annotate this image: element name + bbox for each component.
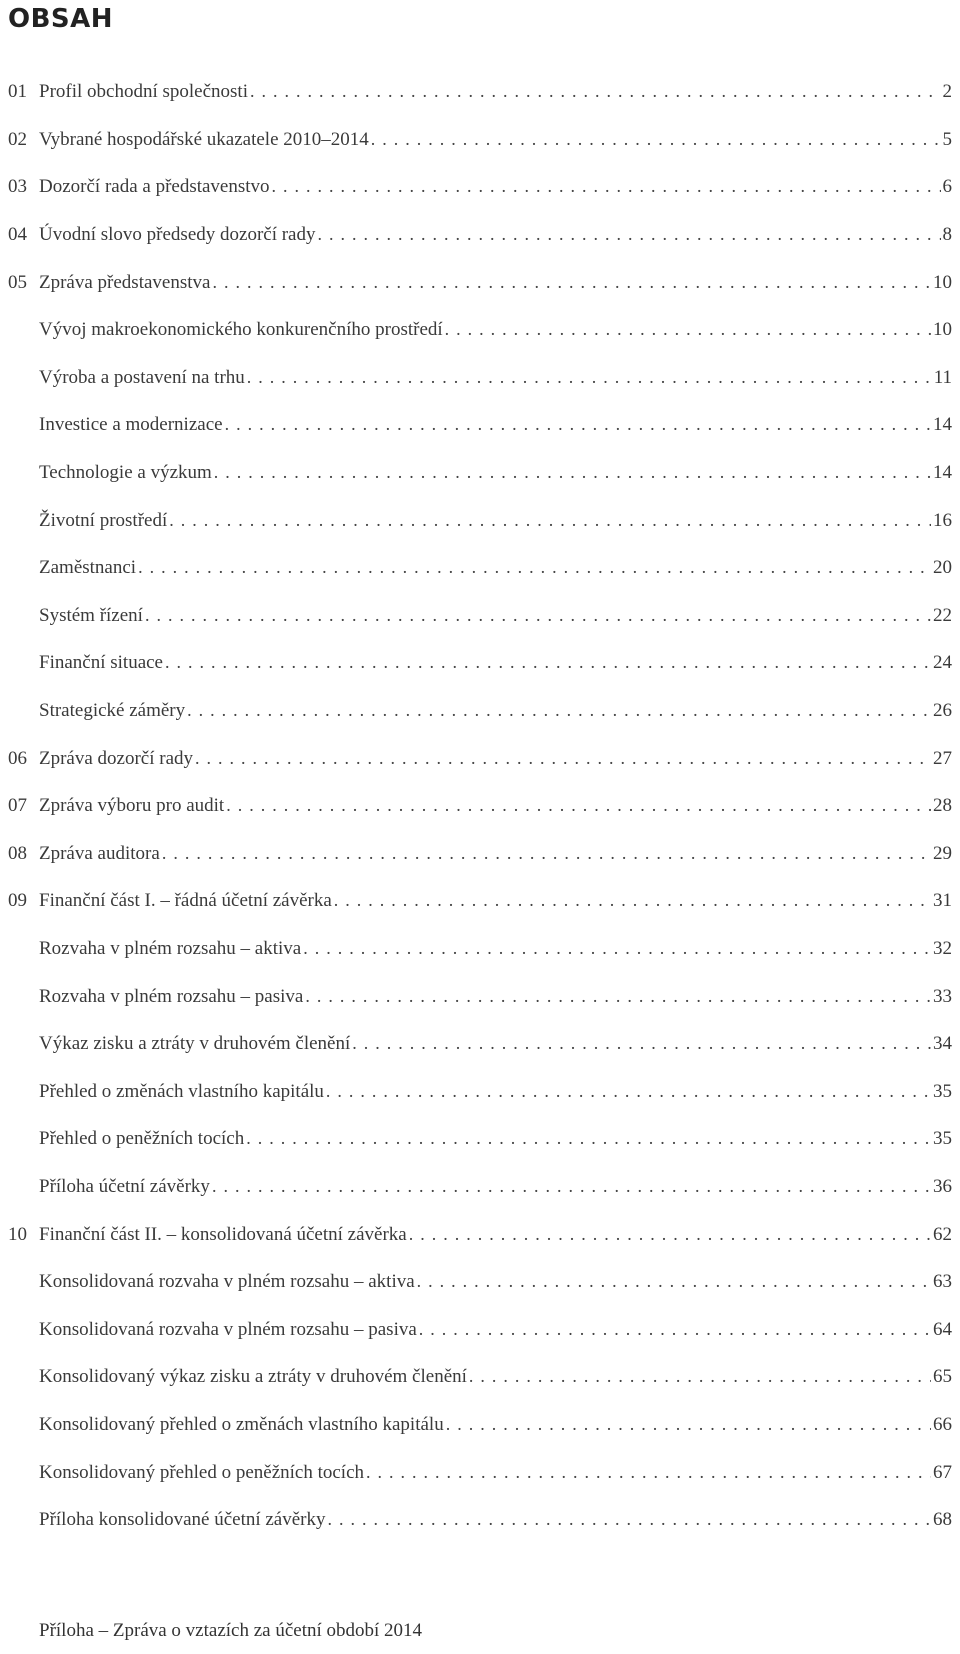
toc-entry-line	[39, 1415, 952, 1434]
toc-page-number: 5	[942, 128, 952, 150]
toc-entry[interactable]	[0, 1258, 960, 1306]
toc-dot-leader	[250, 82, 941, 100]
toc-page-number: 35	[933, 1080, 952, 1102]
toc-chapter-number: 06	[8, 747, 27, 769]
toc-dot-leader	[212, 273, 931, 291]
toc-page-number: 32	[933, 937, 952, 959]
toc-entry[interactable]	[0, 1020, 960, 1068]
toc-entry-title: Profil obchodní společnosti	[39, 81, 248, 103]
toc-entry-title: Finanční část II. – konsolidovaná účetní závěrka	[39, 1223, 407, 1245]
toc-entry-line	[39, 130, 952, 149]
toc-page-number: 68	[933, 1509, 952, 1531]
toc-entry[interactable]	[0, 1353, 960, 1401]
toc-entry[interactable]	[0, 306, 960, 354]
toc-dot-leader	[165, 653, 931, 671]
toc-page-number: 14	[933, 414, 952, 436]
toc-entry-line	[39, 701, 952, 720]
toc-entry[interactable]	[0, 544, 960, 592]
toc-entry-title: Zpráva dozorčí rady	[39, 747, 194, 769]
toc-entry[interactable]	[0, 1401, 960, 1449]
toc-entry-title: Finanční situace	[39, 652, 163, 674]
toc-page-number: 34	[933, 1033, 952, 1055]
toc-chapter-number: 08	[8, 842, 27, 864]
toc-entry-title: Zpráva výboru pro audit	[39, 795, 225, 817]
toc-dot-leader	[195, 749, 931, 767]
toc-entry-line	[39, 1367, 952, 1386]
toc-entry-line	[39, 320, 952, 339]
toc-entry-line	[39, 1082, 952, 1101]
toc-page-number: 10	[933, 319, 952, 341]
toc-page-number: 29	[933, 842, 952, 864]
toc-dot-leader	[247, 368, 932, 386]
toc-chapter-number: 01	[8, 81, 27, 103]
toc-page-number: 20	[933, 557, 952, 579]
page-title: OBSAH	[8, 4, 114, 34]
toc-entry-title: Přehled o změnách vlastního kapitálu	[39, 1080, 324, 1102]
toc-entry-line	[39, 1320, 952, 1339]
toc-entry-title: Výkaz zisku a ztráty v druhovém členění	[39, 1033, 351, 1055]
toc-entry-title: Konsolidovaný přehled o peněžních tocích	[39, 1461, 365, 1483]
toc-page-number: 10	[933, 271, 952, 293]
toc-page-number: 6	[942, 176, 952, 198]
table-of-contents	[0, 68, 960, 1543]
toc-entry-line	[39, 368, 952, 387]
toc-page-number: 35	[933, 1128, 952, 1150]
toc-page-number: 67	[933, 1461, 952, 1483]
toc-entry-line	[39, 1034, 952, 1053]
toc-entry[interactable]	[0, 258, 960, 306]
toc-entry-title: Výroba a postavení na trhu	[39, 366, 245, 388]
toc-entry[interactable]	[0, 734, 960, 782]
toc-entry[interactable]	[0, 782, 960, 830]
toc-entry[interactable]	[0, 1496, 960, 1544]
toc-entry[interactable]	[0, 354, 960, 402]
toc-entry[interactable]	[0, 877, 960, 925]
toc-entry-line	[39, 1225, 952, 1244]
toc-entry[interactable]	[0, 592, 960, 640]
toc-entry[interactable]	[0, 163, 960, 211]
toc-entry-line	[39, 796, 952, 815]
toc-entry-title: Konsolidovaný výkaz zisku a ztráty v druhovém členění	[39, 1366, 467, 1388]
toc-entry-line	[39, 225, 952, 244]
toc-chapter-number: 02	[8, 128, 27, 150]
toc-entry-title: Vybrané hospodářské ukazatele 2010–2014	[39, 128, 369, 150]
toc-entry-line	[39, 511, 952, 530]
toc-dot-leader	[326, 1082, 931, 1100]
toc-entry-title: Rozvaha v plném rozsahu – pasiva	[39, 985, 304, 1007]
toc-entry-title: Úvodní slovo předsedy dozorčí rady	[39, 224, 316, 246]
toc-dot-leader	[334, 891, 931, 909]
toc-dot-leader	[366, 1463, 931, 1481]
appendix-entry[interactable]: Příloha – Zpráva o vztazích za účetní období 2014	[39, 1620, 423, 1641]
toc-entry-line	[39, 653, 952, 672]
toc-dot-leader	[318, 225, 941, 243]
toc-chapter-number: 05	[8, 271, 27, 293]
toc-chapter-number: 07	[8, 795, 27, 817]
toc-entry[interactable]	[0, 449, 960, 497]
toc-dot-leader	[419, 1320, 931, 1338]
toc-entry-title: Rozvaha v plném rozsahu – aktiva	[39, 937, 302, 959]
toc-entry-line	[39, 891, 952, 910]
toc-page-number: 36	[933, 1175, 952, 1197]
toc-page-number: 33	[933, 985, 952, 1007]
toc-entry-line	[39, 82, 952, 101]
toc-entry[interactable]	[0, 1067, 960, 1115]
toc-page-number: 65	[933, 1366, 952, 1388]
toc-dot-leader	[445, 320, 931, 338]
toc-dot-leader	[214, 463, 931, 481]
toc-page-number: 63	[933, 1271, 952, 1293]
toc-page-number: 8	[942, 224, 952, 246]
toc-page-number: 14	[933, 462, 952, 484]
toc-dot-leader	[226, 796, 931, 814]
toc-entry[interactable]	[0, 116, 960, 164]
toc-dot-leader	[145, 606, 931, 624]
toc-entry[interactable]	[0, 925, 960, 973]
toc-dot-leader	[446, 1415, 931, 1433]
toc-entry-title: Konsolidovaný přehled o změnách vlastního kapitálu	[39, 1413, 444, 1435]
toc-dot-leader	[169, 511, 931, 529]
toc-page-number: 27	[933, 747, 952, 769]
toc-entry-line	[39, 987, 952, 1006]
toc-entry[interactable]	[0, 1448, 960, 1496]
toc-entry-line	[39, 558, 952, 577]
toc-entry[interactable]	[0, 687, 960, 735]
toc-entry-title: Životní prostředí	[39, 509, 168, 531]
toc-dot-leader	[305, 987, 931, 1005]
toc-entry-line	[39, 1177, 952, 1196]
toc-dot-leader	[272, 177, 941, 195]
toc-chapter-number: 09	[8, 890, 27, 912]
toc-chapter-number: 04	[8, 224, 27, 246]
toc-page-number: 28	[933, 795, 952, 817]
toc-entry-line	[39, 606, 952, 625]
toc-entry-line	[39, 177, 952, 196]
toc-entry-title: Vývoj makroekonomického konkurenčního prostředí	[39, 319, 443, 341]
toc-entry[interactable]	[0, 1210, 960, 1258]
toc-dot-leader	[417, 1272, 931, 1290]
toc-entry-title: Příloha konsolidované účetní závěrky	[39, 1509, 326, 1531]
toc-entry-line	[39, 844, 952, 863]
toc-dot-leader	[303, 939, 931, 957]
toc-dot-leader	[409, 1225, 931, 1243]
toc-entry-title: Přehled o peněžních tocích	[39, 1128, 245, 1150]
toc-entry-title: Příloha účetní závěrky	[39, 1175, 210, 1197]
toc-page-number: 2	[942, 81, 952, 103]
toc-entry-line	[39, 415, 952, 434]
toc-entry-title: Zaměstnanci	[39, 557, 137, 579]
toc-entry-line	[39, 1510, 952, 1529]
toc-entry-line	[39, 939, 952, 958]
toc-dot-leader	[225, 415, 931, 433]
toc-entry[interactable]	[0, 639, 960, 687]
toc-entry[interactable]	[0, 830, 960, 878]
toc-entry-line	[39, 1272, 952, 1291]
toc-dot-leader	[352, 1034, 931, 1052]
toc-entry-title: Dozorčí rada a představenstvo	[39, 176, 270, 198]
toc-page-number: 16	[933, 509, 952, 531]
toc-entry-title: Strategické záměry	[39, 700, 186, 722]
toc-dot-leader	[212, 1177, 931, 1195]
toc-entry[interactable]	[0, 1115, 960, 1163]
toc-entry-line	[39, 1463, 952, 1482]
toc-dot-leader	[138, 558, 931, 576]
toc-entry[interactable]	[0, 1163, 960, 1211]
toc-entry-line	[39, 273, 952, 292]
toc-entry-title: Systém řízení	[39, 604, 143, 626]
toc-page-number: 62	[933, 1223, 952, 1245]
toc-entry-title: Konsolidovaná rozvaha v plném rozsahu – pasiva	[39, 1318, 417, 1340]
toc-entry-title: Konsolidovaná rozvaha v plném rozsahu – aktiva	[39, 1271, 415, 1293]
toc-chapter-number: 10	[8, 1223, 27, 1245]
toc-entry-line	[39, 463, 952, 482]
toc-entry-line	[39, 1129, 952, 1148]
toc-page-number: 66	[933, 1413, 952, 1435]
toc-entry[interactable]	[0, 1305, 960, 1353]
toc-dot-leader	[187, 701, 931, 719]
toc-page-number: 24	[933, 652, 952, 674]
toc-entry-title: Investice a modernizace	[39, 414, 223, 436]
toc-dot-leader	[246, 1129, 931, 1147]
toc-entry-line	[39, 749, 952, 768]
toc-page-number: 31	[933, 890, 952, 912]
toc-entry-title: Zpráva představenstva	[39, 271, 211, 293]
toc-entry-title: Finanční část I. – řádná účetní závěrka	[39, 890, 332, 912]
toc-entry[interactable]	[0, 401, 960, 449]
toc-entry-title: Technologie a výzkum	[39, 462, 212, 484]
toc-page-number: 11	[933, 366, 952, 388]
toc-dot-leader	[328, 1510, 931, 1528]
toc-page-number: 22	[933, 604, 952, 626]
toc-entry[interactable]	[0, 496, 960, 544]
toc-dot-leader	[469, 1367, 931, 1385]
toc-chapter-number: 03	[8, 176, 27, 198]
toc-dot-leader	[162, 844, 931, 862]
toc-entry[interactable]	[0, 68, 960, 116]
toc-entry-title: Zpráva auditora	[39, 842, 160, 864]
toc-entry[interactable]	[0, 972, 960, 1020]
toc-dot-leader	[371, 130, 941, 148]
toc-page-number: 26	[933, 700, 952, 722]
toc-entry[interactable]	[0, 211, 960, 259]
toc-page-number: 64	[933, 1318, 952, 1340]
